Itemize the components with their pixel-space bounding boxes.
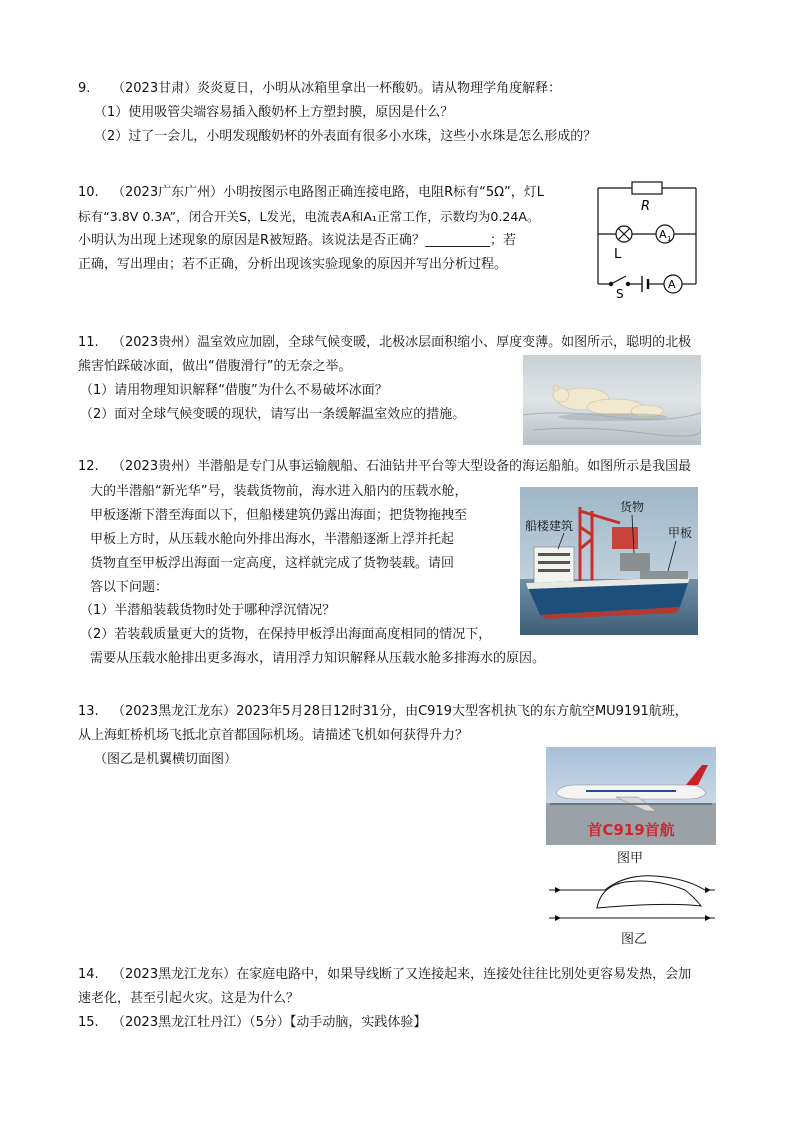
q12-line5: 货物直至甲板浮出海面一定高度，这样就完成了货物装载。请回 <box>90 556 455 571</box>
q12-line3: 甲板逐渐下潜至海面以下，但船楼建筑仍露出海面；把货物拖拽至 <box>90 508 468 523</box>
q15-number: 15. <box>78 1015 99 1030</box>
q9-number: 9. <box>78 81 91 96</box>
q13-fig-a-caption: 图甲 <box>617 851 644 866</box>
q12-line4: 甲板上方时，从压载水舱向外排出海水，半潜船逐渐上浮并托起 <box>90 532 455 547</box>
label-A: A <box>668 278 676 291</box>
q9-sub2: （2）过了一会儿，小明发现酸奶杯的外表面有很多小水珠，这些小水珠是怎么形成的？ <box>94 129 597 144</box>
c919-banner: 首C919首航 <box>587 821 675 839</box>
q12-sub2a: （2）若装载质量更大的货物，在保持甲板浮出海面高度相同的情况下， <box>80 627 492 642</box>
q14-line2: 速老化，甚至引起火灾。这是为什么？ <box>78 991 300 1006</box>
label-R: R <box>641 199 651 214</box>
polar-bear-photo <box>523 355 701 445</box>
q10-number: 10. <box>78 185 99 200</box>
q12-line2: 大的半潜船“新光华”号，装载货物前，海水进入船内的压载水舱， <box>90 484 468 499</box>
q12-sub2b: 需要从压载水舱排出更多海水，请用浮力知识解释从压载水舱多排海水的原因。 <box>90 651 546 666</box>
c919-photo <box>546 747 716 845</box>
q10-line3: 小明认为出现上述现象的原因是R被短路。该说法是否正确？__________；若 <box>78 233 517 248</box>
q11-line2: 熊害怕踩破冰面，做出“借腹滑行”的无奈之举。 <box>78 359 352 374</box>
cargo-block <box>620 553 650 571</box>
q14-number: 14. <box>78 967 99 982</box>
deck <box>640 571 688 579</box>
switch-S <box>611 276 626 284</box>
q12-number: 12. <box>78 459 99 474</box>
q13-line2: 从上海虹桥机场飞抵北京首都国际机场。请描述飞机如何获得升力？ <box>78 728 469 743</box>
label-A1: A <box>659 228 667 241</box>
q10-line2: 标有“3.8V 0.3A”，闭合开关S，L发光，电流表A和A₁正常工作，示数均为0.24A。 <box>78 209 540 224</box>
q15-line1: 15. （2023黑龙江牡丹江）（5分）【动手动脑，实践体验】 <box>78 1015 427 1030</box>
q13-fig-b-caption: 图乙 <box>621 932 648 947</box>
bridge-building <box>534 547 574 585</box>
q10-line4: 正确，写出理由；若不正确，分析出现该实验现象的原因并写出分析过程。 <box>78 257 508 272</box>
label-deck: 甲板 <box>668 526 693 540</box>
q10-line1: 10. （2023广东广州）小明按图示电路图正确连接电路，电阻R标有“5Ω”，灯L <box>78 185 545 200</box>
q11-line1: 11. （2023贵州）温室效应加剧，全球气候变暖，北极冰层面积缩小、厚度变薄。如图所示，聪明的北极 <box>78 335 692 350</box>
q11-sub2: （2）面对全球气候变暖的现状，请写出一条缓解温室效应的措施。 <box>80 407 466 422</box>
q13-line1: 13. （2023黑龙江龙东）2023年5月28日12时31分，由C919大型客机执飞的东方航空MU9191航班， <box>78 704 688 719</box>
wing-cross-section <box>545 868 717 928</box>
semi-submersible-ship-photo <box>520 487 698 635</box>
resistor-R <box>632 182 662 194</box>
q13-line3: （图乙是机翼横切面图） <box>94 752 238 767</box>
q12-line1: 12. （2023贵州）半潜船是专门从事运输舰船、石油钻井平台等大型设备的海运船舶。如图所示是我国最 <box>78 459 692 474</box>
label-S: S <box>616 287 624 300</box>
q9-sub1: （1）使用吸管尖端容易插入酸奶杯上方塑封膜，原因是什么？ <box>94 105 454 120</box>
label-bridge: 船楼建筑 <box>525 519 574 533</box>
q12-line6: 答以下问题： <box>90 580 169 595</box>
q9-stem: 9. （2023甘肃）炎炎夏日，小明从冰箱里拿出一杯酸奶。请从物理学角度解释： <box>78 81 562 96</box>
q11-number: 11. <box>78 335 99 350</box>
label-A1-sub: 1 <box>667 235 672 243</box>
q13-number: 13. <box>78 704 99 719</box>
q14-line1: 14. （2023黑龙江龙东）在家庭电路中，如果导线断了又连接起来，连接处往往比别处更容易发热，会加 <box>78 967 692 982</box>
circuit-diagram <box>592 176 708 300</box>
label-L: L <box>614 247 622 262</box>
label-cargo: 货物 <box>620 500 645 514</box>
q11-sub1: （1）请用物理知识解释“借腹”为什么不易破坏冰面？ <box>80 383 388 398</box>
q12-sub1: （1）半潜船装载货物时处于哪种浮沉情况？ <box>80 603 336 618</box>
